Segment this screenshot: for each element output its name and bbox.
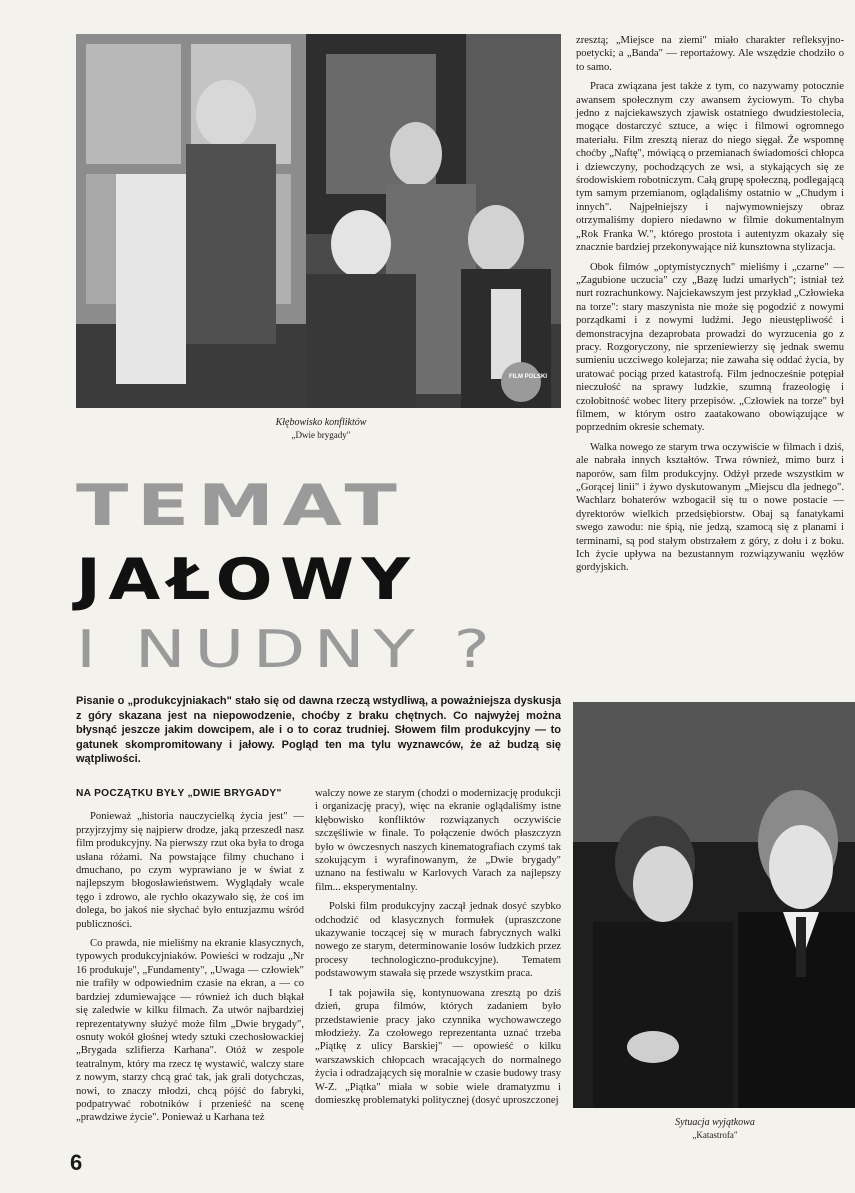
paragraph: walczy nowe ze starym (chodzi o modernizację produkcji i organizację pracy), więc na ekranie oglądaliśmy istne kłębowisko konfliktów rozwiązanych oczywiście szczęśliwie w finale. To połączenie dwóch płaszczyzn było w ówczesnych naszych kinematografiach czymś tak szokującym i wyrafinowanym, że „Dwie brygady" uznano na festiwalu w Karlovych Varach za najlepszy film... eksperymentalny. [315,788,561,893]
paragraph: Ponieważ „historia nauczycielką życia jest" — przyjrzyjmy się najpierw drodze, jaką przeszedł nasz film produkcyjny. Na pierwszy rzut oka była to droga usłana różami. Na powstające filmy chuchano i dmuchano, po czym wyprawiano je w świat z najlepszym błogosławieństwem. Wyglądały wcale tęgo i zdrowo, ale rychło okazywało się, że coś im dolega, bo jakoś nie słychać było entuzjazmu wśród publiczności. [76,811,304,930]
article-column-right-top [576,34,844,581]
caption-film: „Katastrofa" [692,1130,738,1140]
paragraph: Obok filmów „optymistycznych" mieliśmy i „czarne" — „Zagubione uczucia" czy „Bazę ludzi umarłych"; istniał też nurt rozrachunkowy. Najciekawszym jest przykład „Człowieka na torze": stary maszynista nie może się pogodzić z nowymi porządkami i z nowymi ludźmi. Jego nieustępliwość i demonstracyjna dezaprobata prowadzi do wyrzucenia go z pracy. Rozgoryczony, nie sprzeniewierzy się jednak swemu sumieniu uczciwego kolejarza; nie zawaha się oddać życia, by uratować pociąg przed katastrofą. Film jednocześnie potępiał nieczułość na sprawy ludzkie, szumną frazeologię i czołobitność wobec litery przepisów. „Człowiek na torze" był filmem, w którym ostro zaatakowano obowiązujące w poprzednim okresie schematy. [576,261,844,434]
film-still-image [573,702,855,1108]
headline-line-2: JAŁOWY [76,546,418,613]
page-number: 6 [70,1150,83,1175]
photo-caption-bottom [600,1116,830,1142]
article-lead: Pisanie o „produkcyjniakach" stało się od dawna rzeczą wstydliwą, a poważniejsza dyskusja z góry skazana jest na niepowodzenie, choćby z braku chętnych. Co najwyżej można błysnąć jeszcze jakim dowcipem, ale i o to coraz trudniej. Słowem film produkcyjny — to gatunek skompromitowany i jałowy. Pogląd ten ma tylu wyznawców, że aż budzą się wątpliwości. [76,695,561,766]
caption-title: Kłębowisko konfliktów [275,417,367,428]
photo-dwie-brygady [76,34,561,408]
caption-title: Sytuacja wyjątkowa [675,1117,755,1128]
article-column-2 [315,787,561,1113]
paragraph: Walka nowego ze starym trwa oczywiście w filmach i dziś, ale nabrała innych kształtów. Trwa również, mimo burz i naporów, sam film produkcyjny. Odżył przede wszystkim w „Gorącej linii" i żywo dyskutowanym „Miejscu dla jednego". Wachlarz bohaterów wzbogacił się tu o nowe postacie — dyrektorów wielkich przedsiębiorstw. Obaj są fanatykami swego zawodu: nie śpią, nie jedzą, szamocą się z planami i terminami, są pod stałym obstrzałem z góry, z dołu i z boku. Ich życie upływa na bezustannym rozwiązywaniu węzłów gordyjskich. [576,441,844,574]
paragraph: Praca związana jest także z tym, co nazywamy potocznie awansem społecznym czy awansem życiowym. To chyba jedno z najciekawszych zjawisk ostatniego dwudziestolecia, mogące dostarczyć sztuce, a więc i filmowi ogromnego materiału. Film zresztą nieraz do niego sięgał. Że wspomnę choćby „Naftę", mówiącą o przemianach świadomości chłopca i dziewczyny, pochodzących ze wsi, a stykających się ze środowiskiem robotniczym. Całą grupę społeczną, podlegającą tym samym przemianom, oglądaliśmy ostatnio w „Chudym i innych". Najpełniejszy i najwymowniejszy obraz otrzymaliśmy dopiero niedawno w filmie dokumentalnym „Rok Franka W.", którego prostota i autentyzm okazały się znacznie bardziej przekonywające niż kunsztowna stylizacja. [576,81,844,254]
film-still-image [76,34,561,408]
paragraph: zresztą; „Miejsce na ziemi" miało charakter refleksyjno-poetycki; a „Banda" — reportażowy. Ale wszędzie chodziło o to samo. [576,35,844,73]
caption-film: „Dwie brygady" [291,430,351,440]
photo-katastrofa [573,702,855,1108]
film-logo-stamp: FILM POLSKI [509,374,547,380]
paragraph: Polski film produkcyjny zaczął jednak dosyć szybko odchodzić od klasycznych formułek (upraszczone ukazywanie toczącej się w murach fabrycznych walki nowego ze starym, determinowanie losów ludzkich przez procesy technologiczno-produkcyjne). Tematem podstawowym stawała się przede wszystkim praca. [315,901,561,980]
section-subhead: NA POCZĄTKU BYŁY „DWIE BRYGADY" [76,788,282,799]
paragraph: I tak pojawiła się, kontynuowana zresztą po dziś dzień, grupa filmów, których zadaniem było przedstawienie pracy jako czynnika wychowawczego młodzieży. Za czołowego reprezentanta uznać trzeba „Piątkę z ulicy Barskiej" — opowieść o kilku warszawskich chłopcach wracających do normalnego życia i odradzających się moralnie w czasie budowy trasy W-Z. „Piątka" miała w sobie wiele dramatyzmu i domieszkę problematyki politycznej (dosyć uproszczonej [315,987,561,1106]
article-column-1 [76,787,304,1131]
paragraph: Co prawda, nie mieliśmy na ekranie klasycznych, typowych produkcyjniaków. Powieści w rodzaju „Nr 16 produkuje", „Fundamenty", „Uwaga — człowiek" nie trafiły w odpowiednim czasie na ekran, a — co bardziej zdumiewające — również ich duch błąkał się zaledwie w kilku filmach. Za utwór najbardziej reprezentatywny służyć może film „Dwie brygady", osnuty wokół głośnej wtedy sztuki czechosłowackiej „Brygada szlifierza Karhana". Otóż w zespole teatralnym, który ma rzecz tę wystawić, walczy stare z nowym, starzy chcą grać tak, jak grali dotychczas, nowi, to znaczy młodzi, chcą pójść do fabryki, podpatrywać robotników i przenieść na scenę „prawdziwe życie". Ponieważ u Karhana też [76,938,304,1124]
photo-caption-top [216,416,426,442]
headline-line-3: I NUDNY ? [76,619,499,681]
headline-line-1: TEMAT [76,472,406,539]
